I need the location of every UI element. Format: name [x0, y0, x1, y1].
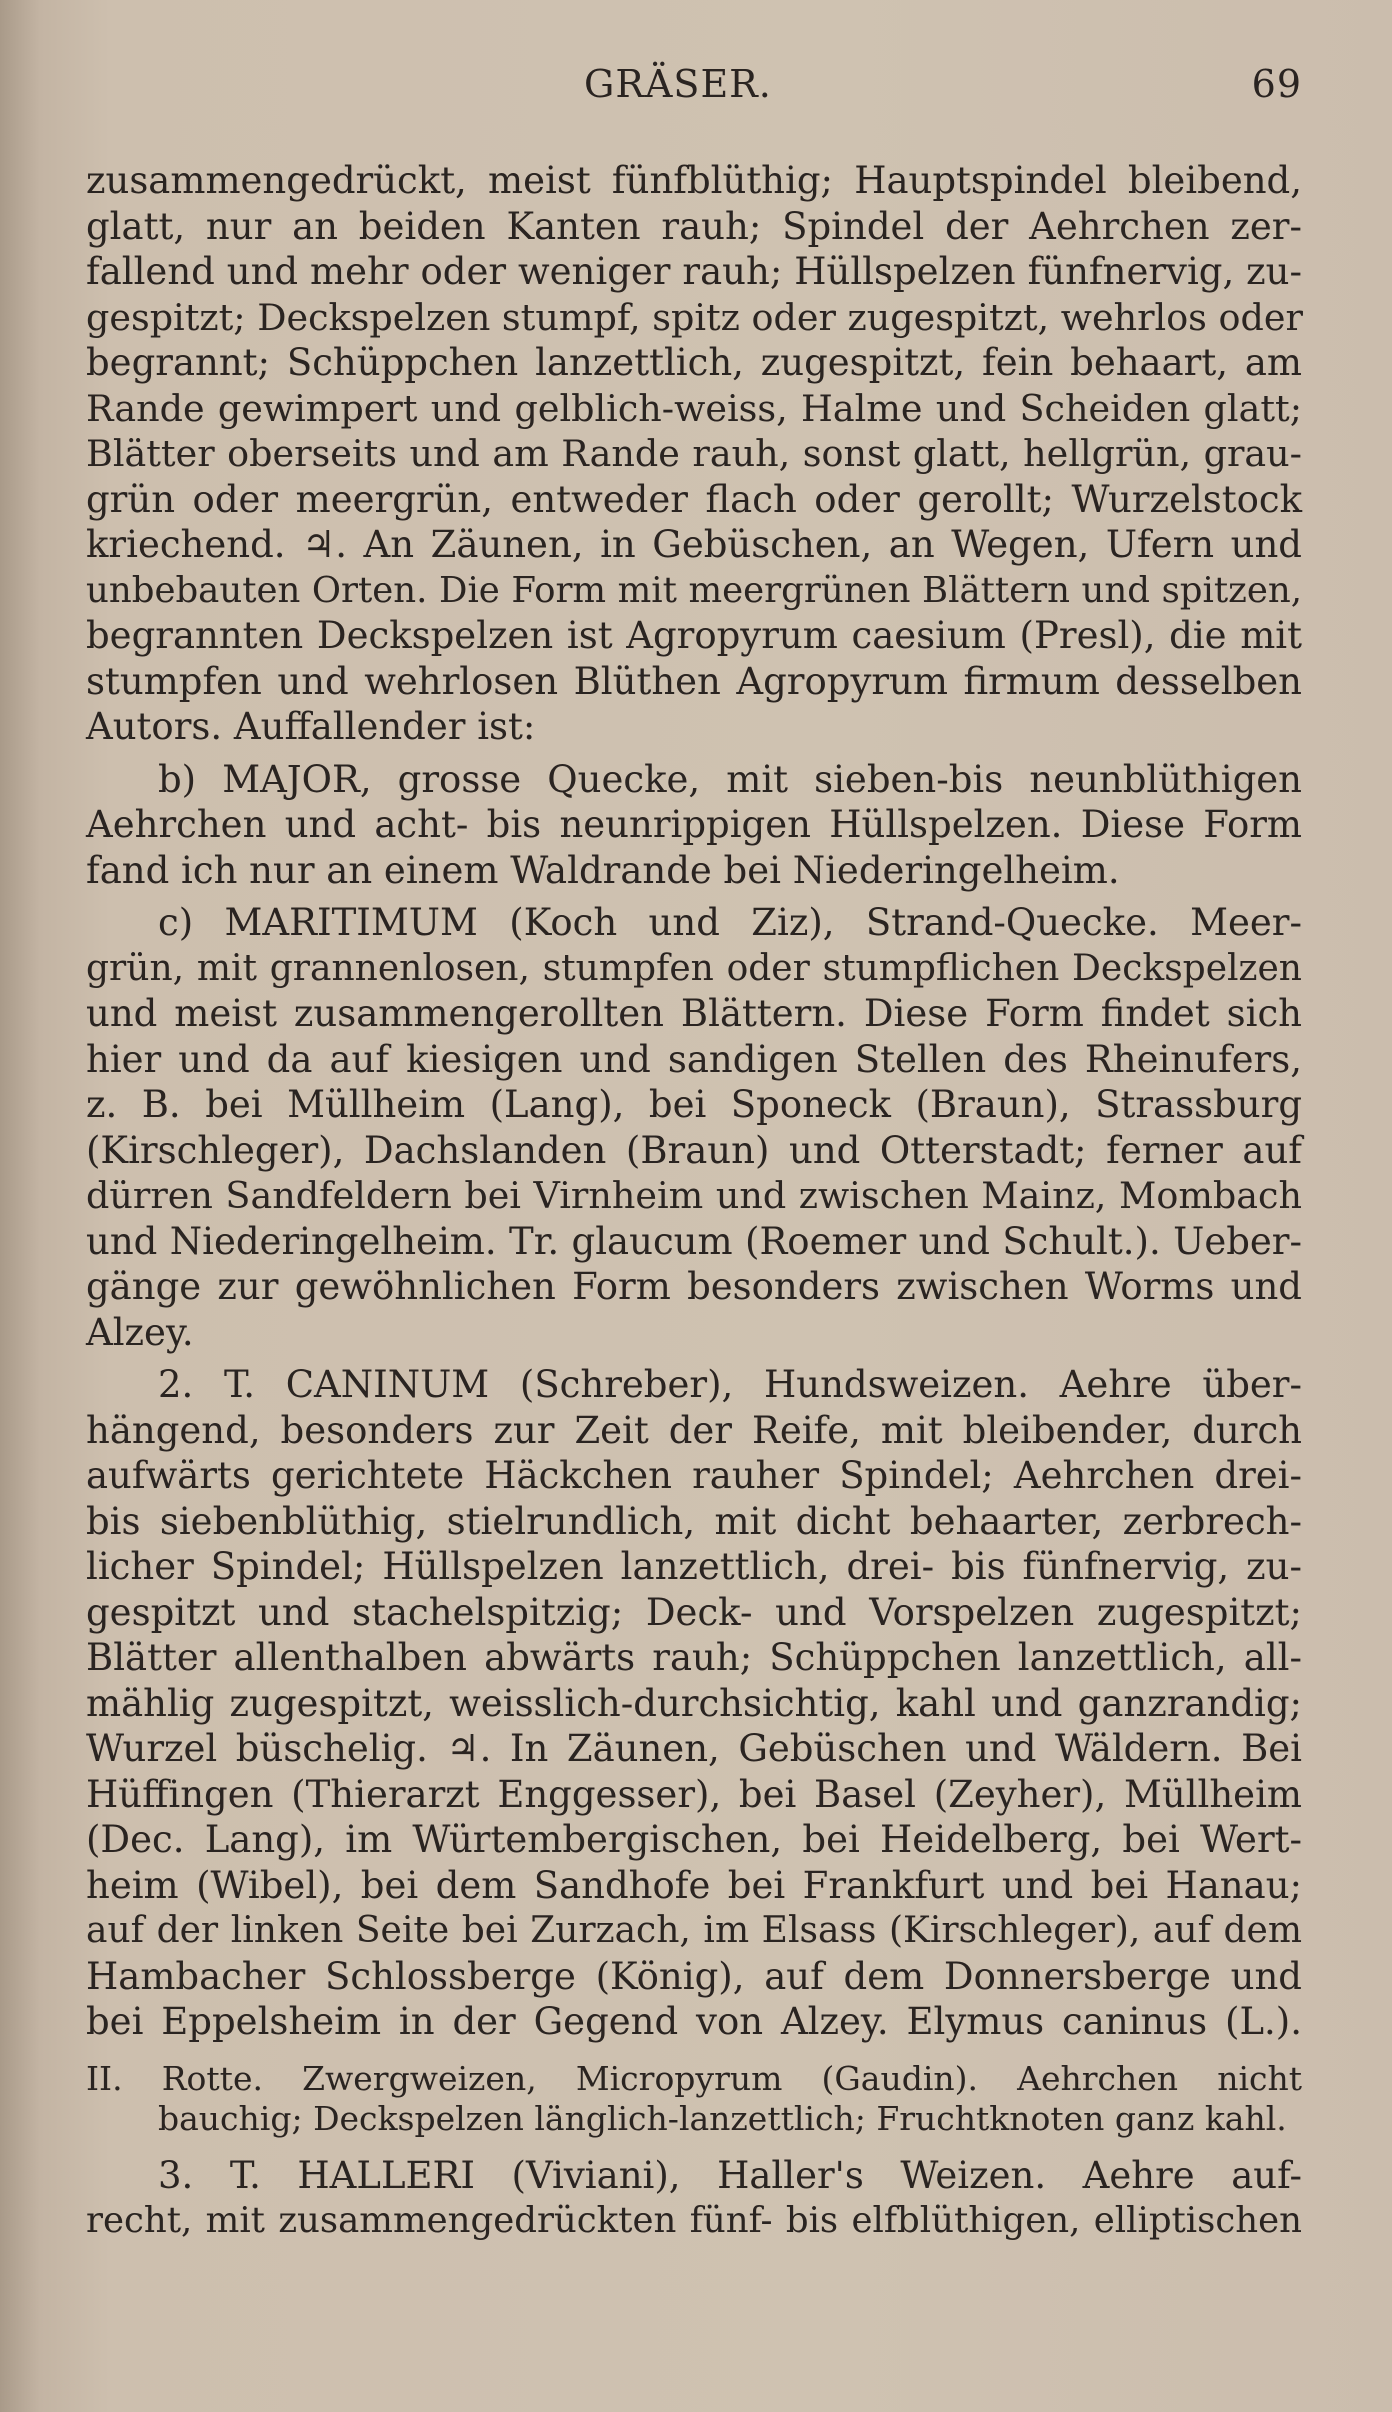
text-line: bei Eppelsheim in der Gegend von Alzey. Elymus caninus (L.).	[86, 2000, 1302, 2043]
text-line: licher Spindel; Hüllspelzen lanzettlich, drei- bis fünfnervig, zu-	[86, 1545, 1302, 1588]
page-number: 69	[1251, 62, 1302, 106]
text-line: bis siebenblüthig, stielrundlich, mit dicht behaarter, zerbrech-	[86, 1499, 1302, 1543]
text-line: grün oder meergrün, entweder flach oder gerollt; Wurzelstock	[86, 477, 1302, 521]
text-line: gespitzt; Deckspelzen stumpf, spitz oder zugespitzt, wehrlos oder	[86, 295, 1303, 339]
text-line: (Kirschleger), Dachslanden (Braun) und Otterstadt; ferner auf	[86, 1128, 1302, 1172]
text-line: Rande gewimpert und gelblich-weiss, Halme und Scheiden glatt;	[86, 386, 1302, 430]
text-line: c) MARITIMUM (Koch und Ziz), Strand-Quecke. Meer-	[158, 901, 1302, 944]
text-line: mählig zugespitzt, weisslich-durchsichtig, kahl und ganzrandig;	[86, 1681, 1302, 1725]
text-line: (Dec. Lang), im Würtembergischen, bei Heidelberg, bei Wert-	[86, 1818, 1302, 1861]
text-line: Wurzel büschelig. ♃. In Zäunen, Gebüschen und Wäldern. Bei	[86, 1727, 1302, 1770]
text-line: b) MAJOR, grosse Quecke, mit sieben-bis neunblüthigen	[158, 757, 1302, 801]
text-line: 2. T. CANINUM (Schreber), Hundsweizen. Aehre über-	[158, 1363, 1302, 1406]
text-line: begrannten Deckspelzen ist Agropyrum caesium (Presl), die mit	[86, 614, 1302, 657]
text-line: gänge zur gewöhnlichen Form besonders zwischen Worms und	[86, 1265, 1302, 1308]
text-line: fallend und mehr oder weniger rauh; Hüllspelzen fünfnervig, zu-	[86, 250, 1302, 293]
text-line: heim (Wibel), bei dem Sandhofe bei Frankfurt und bei Hanau;	[86, 1863, 1302, 1907]
text-line: begrannt; Schüppchen lanzettlich, zugespitzt, fein behaart, am	[86, 341, 1302, 384]
text-line: stumpfen und wehrlosen Blüthen Agropyrum firmum desselben	[86, 659, 1302, 703]
paragraph-continuation	[86, 158, 1302, 750]
body-text	[86, 158, 1302, 2244]
text-line: auf der linken Seite bei Zurzach, im Elsass (Kirschleger), auf dem	[86, 1910, 1302, 1951]
text-line: Alzey.	[86, 1310, 194, 1354]
text-line: Hambacher Schlossberge (König), auf dem Donnersberge und	[86, 1954, 1302, 1998]
paragraph-species-caninum	[86, 1362, 1302, 2045]
text-line: gespitzt und stachelspitzig; Deck- und Vorspelzen zugespitzt;	[86, 1590, 1302, 1634]
text-line: Hüffingen (Thierarzt Enggesser), bei Basel (Zeyher), Müllheim	[86, 1772, 1302, 1816]
text-line: recht, mit zusammengedrückten fünf- bis elfblüthigen, elliptischen	[86, 2200, 1302, 2241]
text-line: fand ich nur an einem Waldrande bei Niederingelheim.	[86, 848, 1120, 892]
section-heading-rotte	[86, 2059, 1302, 2139]
text-line: Blätter oberseits und am Rande rauh, sonst glatt, hellgrün, grau-	[86, 432, 1302, 475]
text-line: und Niederingelheim. Tr. glaucum (Roemer und Schult.). Ueber-	[86, 1219, 1302, 1263]
text-line: bauchig; Deckspelzen länglich-lanzettlich; Fruchtknoten ganz kahl.	[158, 2098, 1287, 2138]
text-line: aufwärts gerichtete Häckchen rauher Spindel; Aehrchen drei-	[86, 1454, 1302, 1497]
paragraph-variety-major	[86, 757, 1302, 894]
text-line: Blätter allenthalben abwärts rauh; Schüppchen lanzettlich, all-	[86, 1636, 1302, 1679]
text-line: hängend, besonders zur Zeit der Reife, mit bleibender, durch	[86, 1408, 1302, 1452]
text-line: glatt, nur an beiden Kanten rauh; Spindel der Aehrchen zer-	[86, 204, 1302, 248]
text-line: dürren Sandfeldern bei Virnheim und zwischen Mainz, Mombach	[86, 1174, 1302, 1217]
text-line: 3. T. HALLERI (Viviani), Haller's Weizen. Aehre auf-	[158, 2153, 1302, 2197]
text-line: zusammengedrückt, meist fünfblüthig; Hauptspindel bleibend,	[86, 159, 1302, 202]
paragraph-species-halleri	[86, 2153, 1302, 2244]
text-line: grün, mit grannenlosen, stumpfen oder stumpflichen Deckspelzen	[86, 947, 1302, 989]
paragraph-variety-maritimum	[86, 900, 1302, 1355]
text-line: Autors. Auffallender ist:	[86, 705, 536, 748]
text-line: kriechend. ♃. An Zäunen, in Gebüschen, an Wegen, Ufern und	[86, 523, 1302, 566]
text-line: Aehrchen und acht- bis neunrippigen Hüllspelzen. Diese Form	[86, 803, 1302, 846]
running-title: GRÄSER.	[584, 62, 772, 106]
text-line: unbebauten Orten. Die Form mit meergrünen Blättern und spitzen,	[86, 569, 1302, 611]
text-line: II. Rotte. Zwergweizen, Micropyrum (Gaudin). Aehrchen nicht	[86, 2058, 1302, 2098]
text-line: und meist zusammengerollten Blättern. Diese Form findet sich	[86, 992, 1302, 1035]
text-line: hier und da auf kiesigen und sandigen Stellen des Rheinufers,	[86, 1037, 1302, 1081]
text-line: z. B. bei Müllheim (Lang), bei Sponeck (Braun), Strassburg	[86, 1083, 1302, 1126]
